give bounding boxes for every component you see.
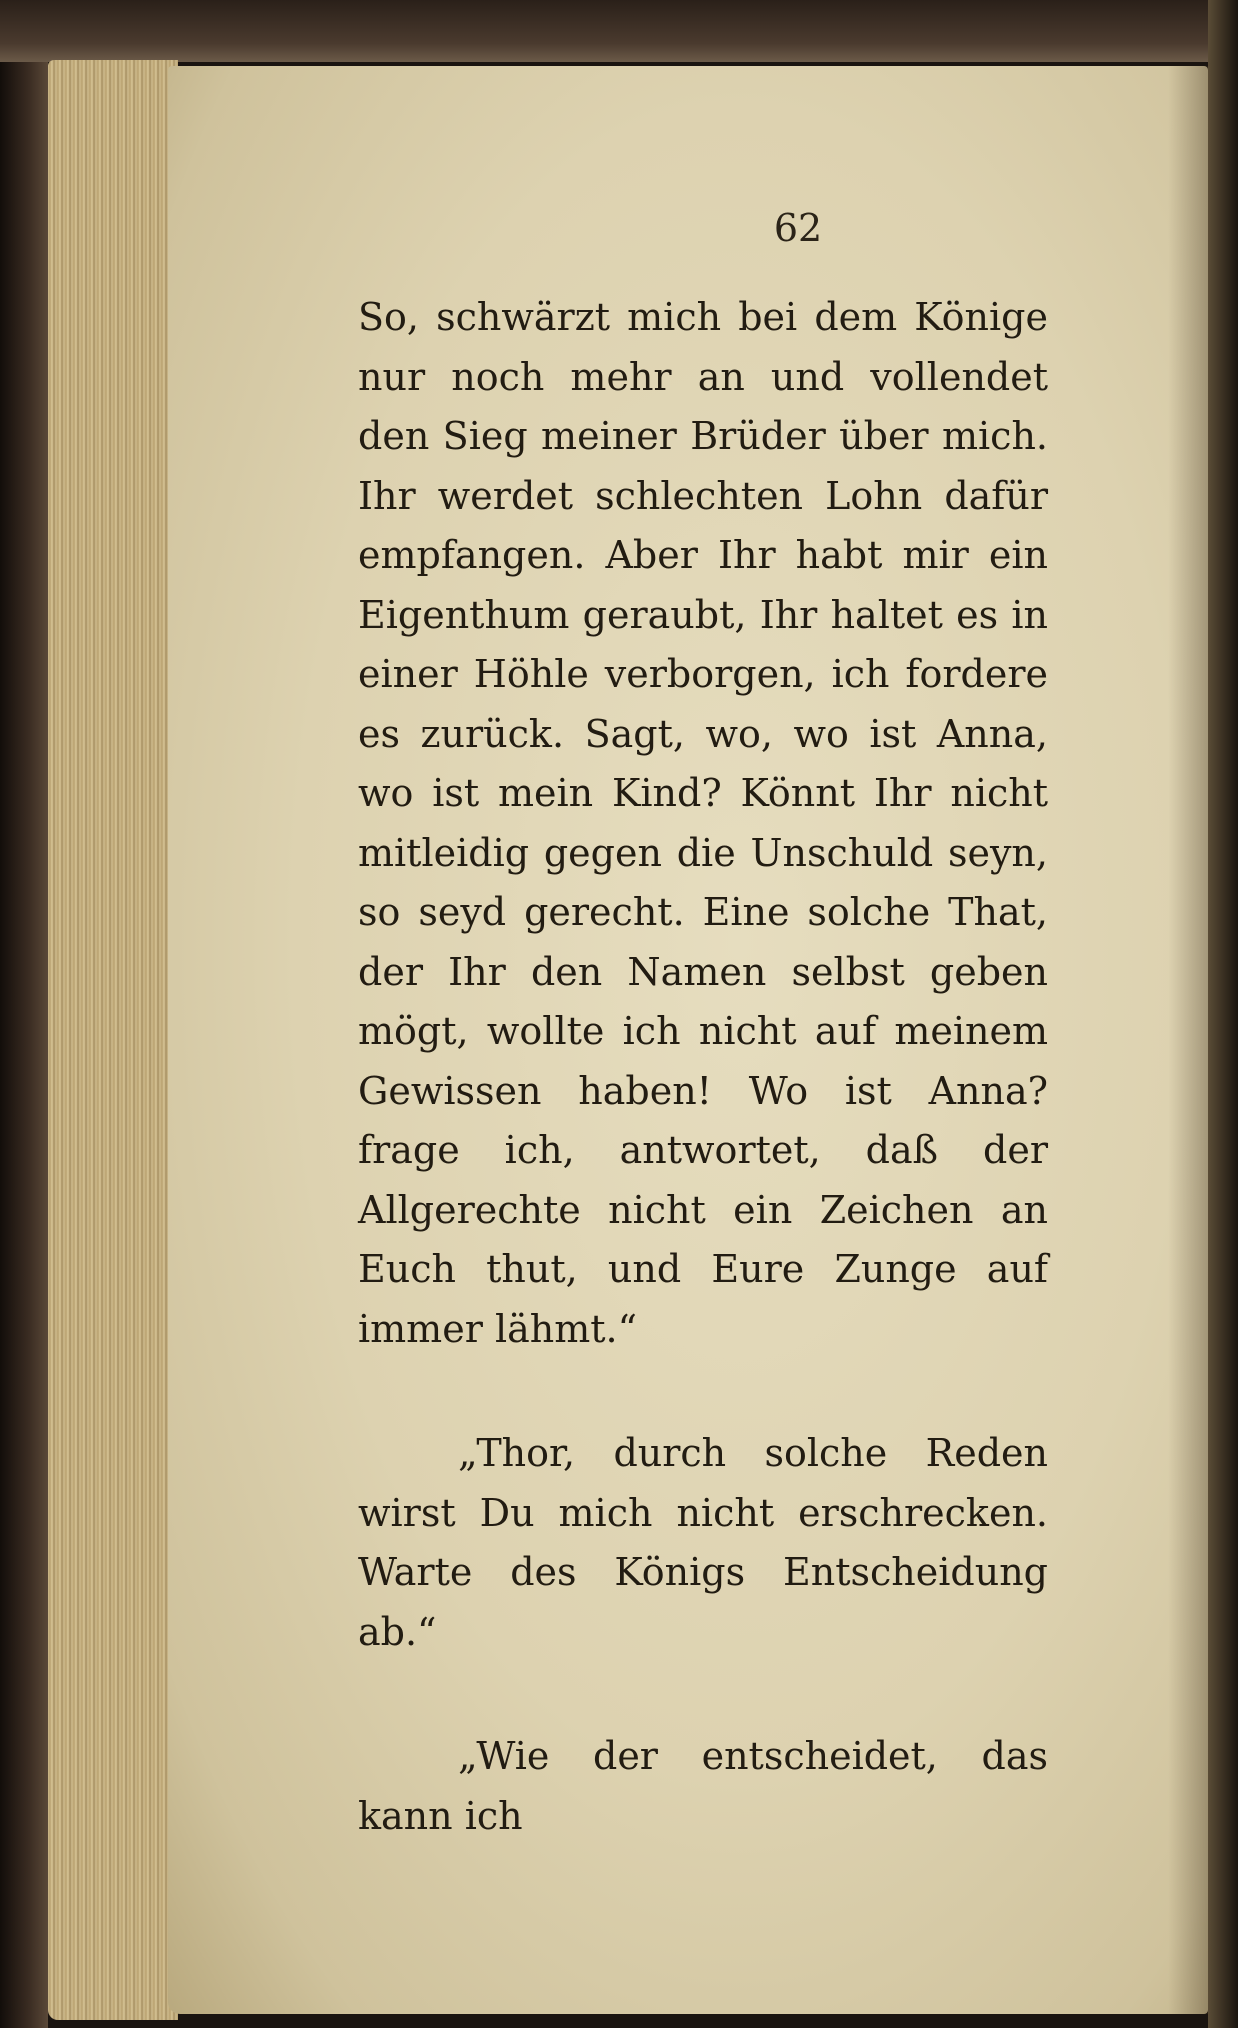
book-right-shadow [1208,0,1238,2028]
page-text [358,288,1048,1846]
page-number: 62 [773,206,823,250]
book-cover-left [0,0,48,2028]
book-page [168,66,1208,2014]
page-gutter-shadow [1168,66,1208,2014]
paragraph-gap [358,1359,1048,1424]
paragraph-gap [358,1662,1048,1727]
paragraph-1: So, schwärzt mich bei dem Könige nur noch mehr an und vollendet den Sieg meiner Brüder über mich. Ihr werdet schlechten Lohn dafür empfangen. Aber Ihr habt mir ein Eigenthum geraubt, Ihr haltet es in einer Höhle verborgen, ich fordere es zurück. Sagt, wo, wo ist Anna, wo ist mein Kind? Könnt Ihr nicht mitleidig gegen die Unschuld seyn, so seyd gerecht. Eine solche That, der Ihr den Namen selbst geben mögt, wollte ich nicht auf meinem Gewissen haben! Wo ist Anna? frage ich, antwortet, daß der Allgerechte nicht ein Zeichen an Euch thut, und Eure Zunge auf immer lähmt.“ [358,295,1048,1351]
paragraph-3: „Wie der entscheidet, das kann ich [358,1734,1048,1838]
book-cover-top [0,0,1238,62]
paragraph-2: „Thor, durch solche Reden wirst Du mich nicht erschrecken. Warte des Königs Entscheidung ab.“ [358,1431,1048,1654]
page-edges [48,60,178,2020]
